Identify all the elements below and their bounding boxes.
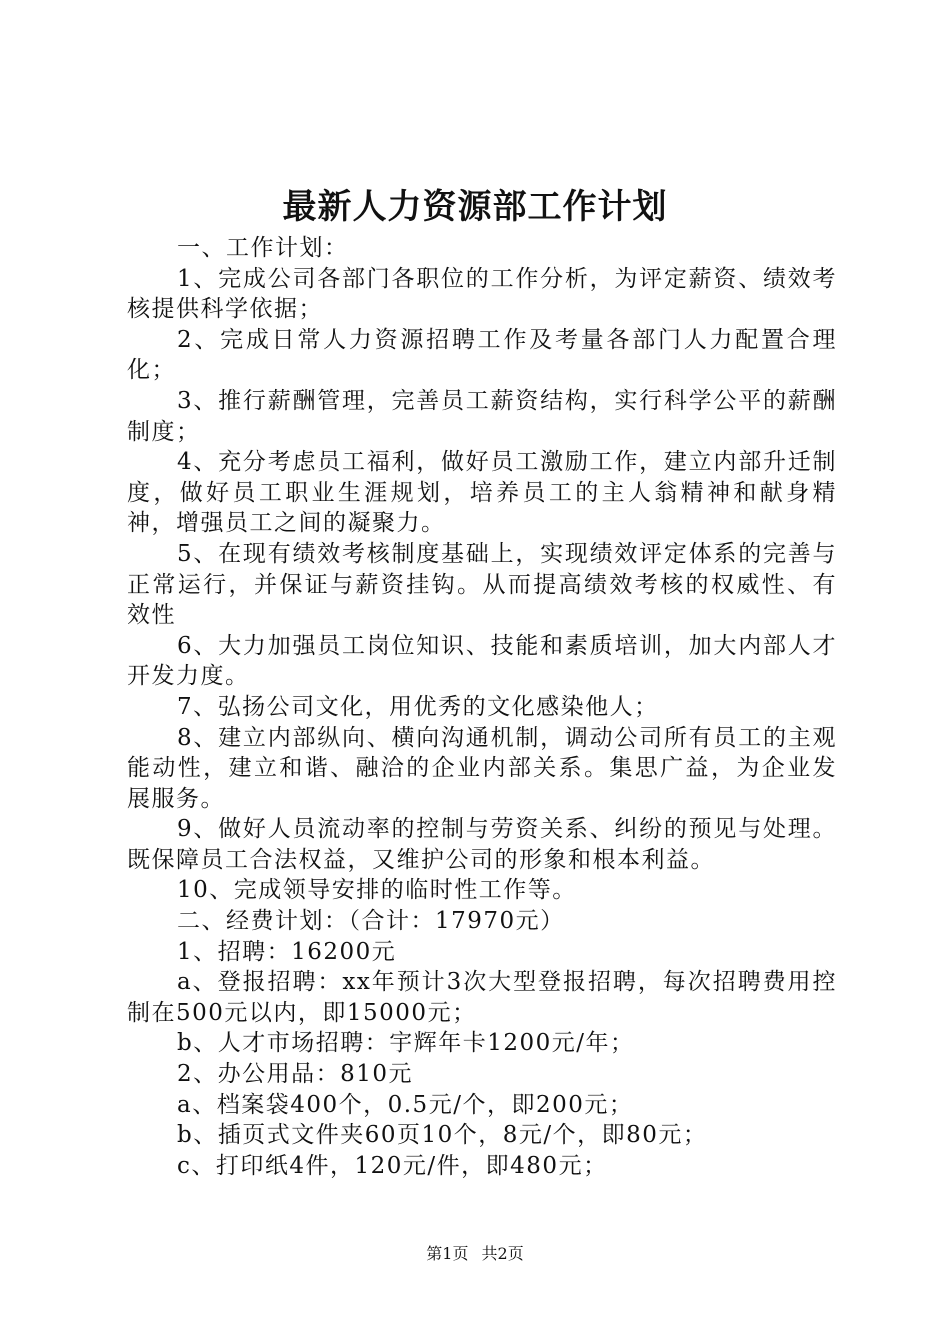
paragraph-item-3: 3、推行薪酬管理，完善员工薪资结构，实行科学公平的薪酬制度； (127, 387, 837, 445)
paragraph-item-5: 5、在现有绩效考核制度基础上，实现绩效评定体系的完善与正常运行，并保证与薪资挂钩。从而提高绩效考核的权威性、有效性 (127, 540, 837, 629)
budget-subitem-file-bags: a、档案袋400个，0.5元/个，即200元； (177, 1091, 634, 1118)
budget-subitem-talent-market: b、人才市场招聘：宇辉年卡1200元/年； (177, 1030, 635, 1057)
budget-item-recruitment: 1、招聘：16200元 (177, 938, 397, 965)
page-footer (0, 1242, 950, 1266)
page-number: 第1页 (426, 1244, 469, 1263)
budget-subitem-paper: c、打印纸4件，120元/件，即480元； (177, 1152, 608, 1179)
paragraph-item-7: 7、弘扬公司文化，用优秀的文化感染他人； (177, 693, 659, 720)
paragraph-item-9: 9、做好人员流动率的控制与劳资关系、纠纷的预见与处理。既保障员工合法权益，又维护公司的形象和根本利益。 (127, 816, 837, 873)
paragraph-item-2: 2、完成日常人力资源招聘工作及考量各部门人力配置合理化； (127, 326, 837, 384)
document-title: 最新人力资源部工作计划 (282, 187, 668, 227)
budget-subitem-newspaper: a、登报招聘：xx年预计3次大型登报招聘，每次招聘费用控制在500元以内，即15000元； (127, 969, 837, 1026)
budget-item-office-supplies: 2、办公用品：810元 (177, 1061, 414, 1088)
paragraph-item-4: 4、充分考虑员工福利，做好员工激励工作，建立内部升迁制度，做好员工职业生涯规划，培养员工的主人翁精神和献身精神，增强员工之间的凝聚力。 (127, 449, 837, 537)
paragraph-item-10: 10、完成领导安排的临时性工作等。 (177, 877, 577, 904)
budget-subitem-folders: b、插页式文件夹60页10个，8元/个，即80元； (177, 1122, 708, 1149)
paragraph-item-8: 8、建立内部纵向、横向沟通机制，调动公司所有员工的主观能动性，建立和谐、融洽的企业内部关系。集思广益，为企业发展服务。 (127, 724, 837, 812)
page-total: 共2页 (481, 1244, 524, 1263)
paragraph-item-6: 6、大力加强员工岗位知识、技能和素质培训，加大内部人才开发力度。 (127, 632, 837, 690)
document-body (127, 233, 837, 1181)
paragraph-item-1: 1、完成公司各部门各职位的工作分析，为评定薪资、绩效考核提供科学依据； (127, 265, 837, 323)
section-heading-budget: 二、经费计划：（合计：17970元） (177, 908, 565, 935)
section-heading-work-plan: 一、工作计划： (177, 235, 349, 261)
